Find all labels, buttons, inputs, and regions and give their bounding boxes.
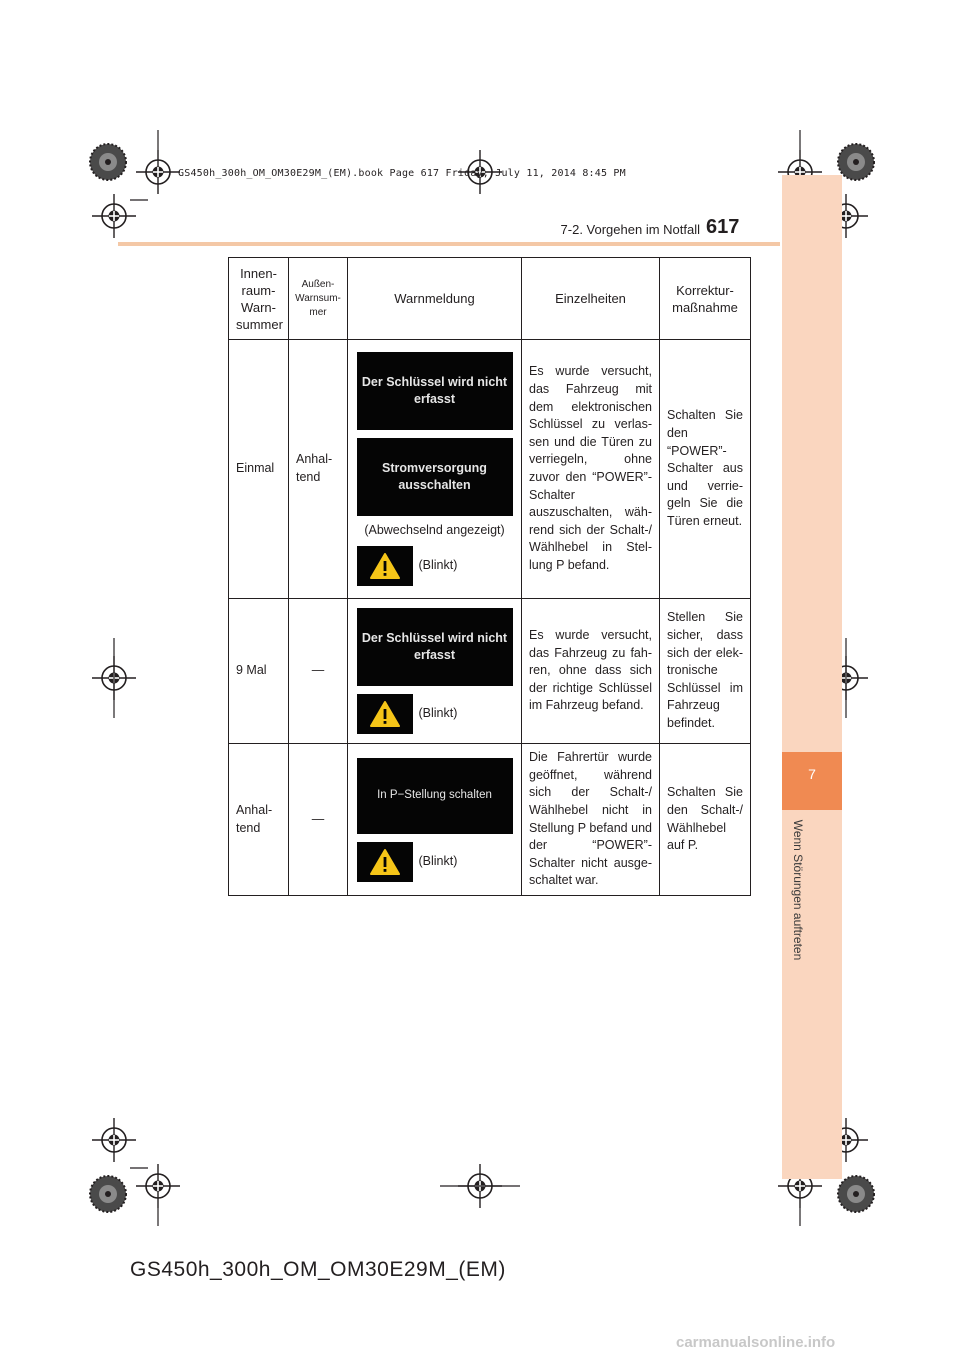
warning-table [228,257,751,896]
star-target-icon [838,144,874,180]
star-target-icon [838,1176,874,1212]
innen-cell: Anhal-tend [229,744,289,896]
message-cell [348,340,522,599]
warning-triangle-icon [357,694,413,734]
registration-target-icon [136,150,180,194]
registration-target-icon [92,1118,136,1162]
section-title: 7-2. Vorgehen im Notfall [560,222,700,237]
display-message: In P−Stellung schalten [357,758,513,834]
display-message: Der Schlüssel wird nicht erfasst [357,352,513,430]
warning-triangle-icon [357,842,413,882]
warning-indicator [357,546,513,586]
display-message: Stromversorgung ausschalten [357,438,513,516]
details-cell: Es wurde versucht, das Fahrzeug zu fah-ren, ohne dass sich der richtige Schlüssel im Fahrzeug befand. [522,599,660,744]
action-cell: Schalten Sie den Schalt-/ Wählhebel auf P. [660,744,751,896]
header-aussen: Außen-Warnsum-mer [289,258,348,340]
alternating-caption: (Abwechselnd angezeigt) [364,523,505,538]
header-rule [118,242,780,246]
registration-target-icon [92,194,136,238]
chapter-number: 7 [808,766,816,782]
aussen-cell: Anhal-tend [289,340,348,599]
header-korrektur: Korrektur-maßnahme [660,258,751,340]
action-cell: Stellen Sie sicher, dass sich der elek-tronische Schlüssel im Fahrzeug befindet. [660,599,751,744]
blink-label: (Blinkt) [418,853,458,868]
display-message: Der Schlüssel wird nicht erfasst [357,608,513,686]
warning-triangle-icon [357,546,413,586]
innen-cell: 9 Mal [229,599,289,744]
message-cell [348,744,522,896]
header-innen: Innen-raum-Warn-summer [229,258,289,340]
star-target-icon [90,1176,126,1212]
book-file-info: GS450h_300h_OM_OM30E29M_(EM).book Page 617 Friday, July 11, 2014 8:45 PM [178,168,626,179]
page-number: 617 [706,216,740,238]
table-row [229,744,751,896]
watermark: carmanualsonline.info [676,1334,836,1351]
aussen-cell: — [289,744,348,896]
star-target-icon [90,144,126,180]
blink-label: (Blinkt) [418,706,458,721]
table-header-row [229,258,751,340]
action-cell: Schalten Sie den “POWER”-Schalter aus und verrie-geln Sie die Türen erneut. [660,340,751,599]
details-cell: Es wurde versucht, das Fahrzeug mit dem elektronischen Schlüssel zu verlas-sen und die Türen zu verriegeln, ohne zuvor den “POWER”-Schalter auszuschalten, wäh-rend sich der Schalt-/ Wählhebel in Stel-lung P befand. [522,340,660,599]
warning-indicator [357,694,513,734]
message-cell [348,599,522,744]
chapter-title: Wenn Störungen auftreten [791,819,805,961]
aussen-cell: — [289,599,348,744]
header-warnmeldung: Warnmeldung [348,258,522,340]
warning-indicator [357,842,513,882]
innen-cell: Einmal [229,340,289,599]
registration-target-icon [136,1164,180,1208]
table-row [229,599,751,744]
chapter-side-bar [782,175,842,1179]
table-row [229,340,751,599]
details-cell: Die Fahrertür wurde geöffnet, während sich der Schalt-/ Wählhebel nicht in Stellung P befand und der “POWER”-Schalter nicht ausge-schaltet war. [522,744,660,896]
blink-label: (Blinkt) [418,558,458,572]
header-einzelheiten: Einzelheiten [522,258,660,340]
manual-code: GS450h_300h_OM_OM30E29M_(EM) [130,1258,506,1281]
